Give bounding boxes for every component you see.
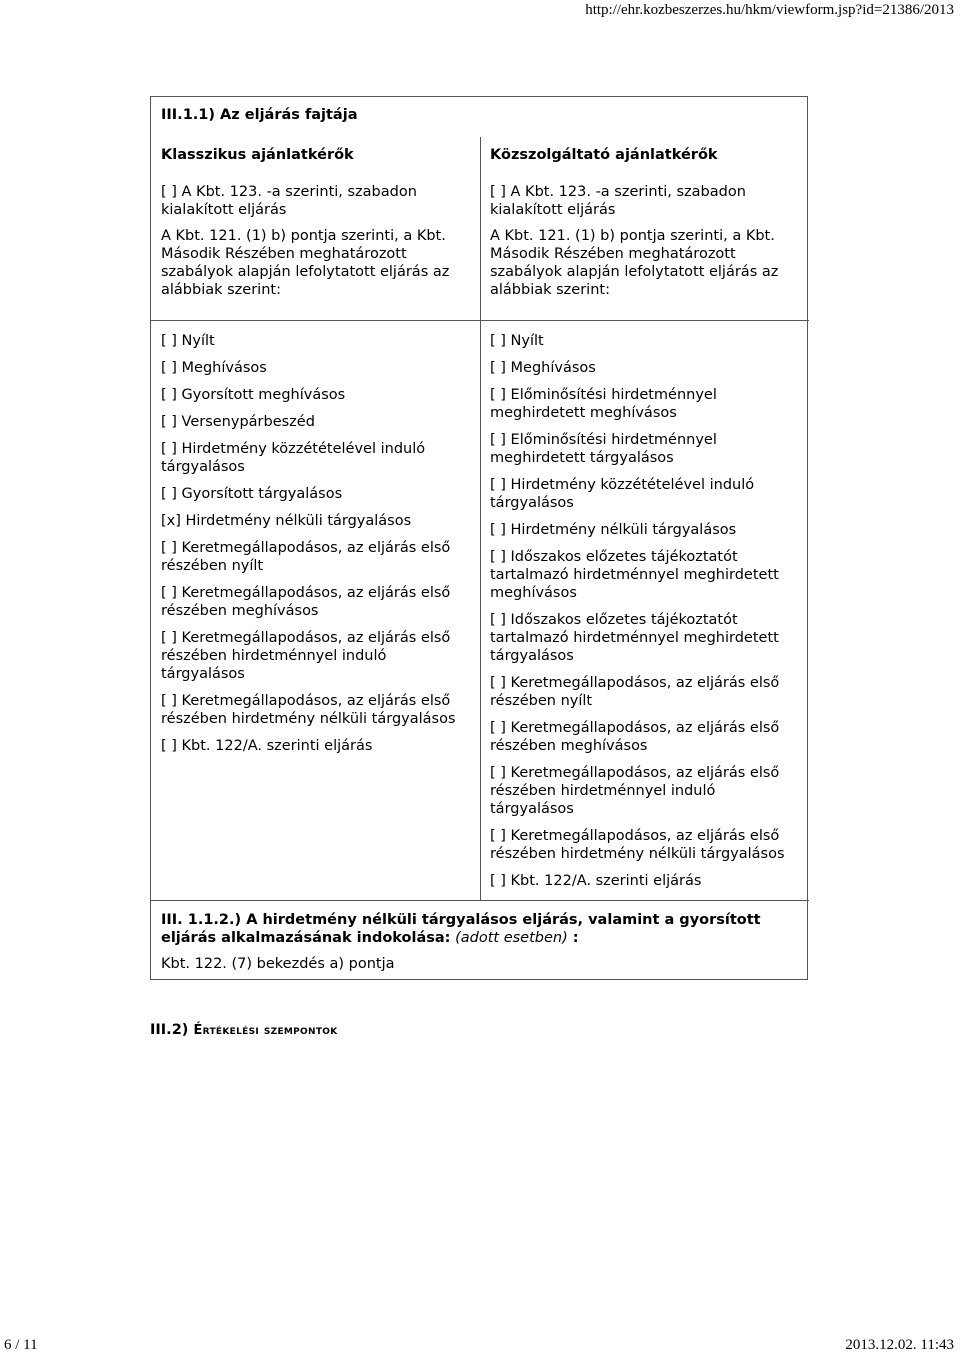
list-item: [ ] Előminősítési hirdetménnyel meghirdetett meghívásos	[490, 387, 717, 421]
left-intro-free-procedure: [ ] A Kbt. 123. -a szerinti, szabadon kialakított eljárás	[161, 184, 417, 218]
list-item: [ ] Nyílt	[490, 333, 544, 349]
list-item: [ ] Keretmegállapodásos, az eljárás első részében meghívásos	[161, 585, 451, 619]
list-item: [ ] Hirdetmény közzétételével induló tárgyalásos	[161, 441, 426, 475]
justification-block	[161, 911, 801, 973]
procedure-type-box	[150, 96, 808, 980]
list-item: [ ] Keretmegállapodásos, az eljárás első részében nyílt	[161, 540, 451, 574]
list-item: [ ] Kbt. 122/A. szerinti eljárás	[161, 738, 373, 754]
list-item: [ ] Nyílt	[161, 333, 215, 349]
list-item: [ ] Keretmegállapodásos, az eljárás első részében hirdetmény nélküli tárgyalásos	[490, 828, 785, 862]
list-item: [ ] Kbt. 122/A. szerinti eljárás	[490, 873, 702, 889]
next-section-title: Értékelési szempontok	[193, 1023, 338, 1038]
row-divider-bottom	[151, 900, 809, 901]
list-item: [ ] Keretmegállapodásos, az eljárás első részében hirdetmény nélküli tárgyalásos	[161, 693, 456, 727]
left-column-heading: Klasszikus ajánlatkérők	[161, 147, 354, 163]
right-intro-free-procedure: [ ] A Kbt. 123. -a szerinti, szabadon kialakított eljárás	[490, 184, 746, 218]
list-item: [ ] Időszakos előzetes tájékoztatót tartalmazó hirdetménnyel meghirdetett meghívásos	[490, 549, 779, 601]
justification-heading	[161, 911, 801, 947]
list-item: [ ] Meghívásos	[490, 360, 596, 376]
list-item: [ ] Időszakos előzetes tájékoztatót tartalmazó hirdetménnyel meghirdetett tárgyalásos	[490, 612, 779, 664]
right-procedure-list	[490, 332, 802, 899]
right-column-heading: Közszolgáltató ajánlatkérők	[490, 147, 718, 163]
left-intro-second-part: A Kbt. 121. (1) b) pontja szerinti, a Kbt. Második Részében meghatározott szabályok alapján lefolytatott eljárás az alábbiak szerint:	[161, 228, 450, 298]
next-section-number: III.2)	[150, 1022, 189, 1038]
right-intro	[490, 183, 800, 307]
justification-reference: Kbt. 122. (7) bekezdés a) pontja	[161, 956, 395, 972]
row-divider	[151, 320, 809, 321]
list-item: [x] Hirdetmény nélküli tárgyalásos	[161, 513, 412, 529]
list-item: [ ] Keretmegállapodásos, az eljárás első részében nyílt	[490, 675, 780, 709]
justification-colon: :	[567, 930, 579, 946]
list-item: [ ] Hirdetmény nélküli tárgyalásos	[490, 522, 737, 538]
list-item: [ ] Hirdetmény közzétételével induló tárgyalásos	[490, 477, 755, 511]
justification-title: III. 1.1.2.) A hirdetmény nélküli tárgyalásos eljárás, valamint a gyorsított eljárás alkalmazásának indokolása:	[161, 912, 761, 946]
list-item: [ ] Keretmegállapodásos, az eljárás első részében meghívásos	[490, 720, 780, 754]
right-intro-second-part: A Kbt. 121. (1) b) pontja szerinti, a Kbt. Második Részében meghatározott szabályok alapján lefolytatott eljárás az alábbiak szerint:	[490, 228, 779, 298]
print-datetime: 2013.12.02. 11:43	[845, 1337, 954, 1353]
list-item: [ ] Gyorsított tárgyalásos	[161, 486, 343, 502]
list-item: [ ] Keretmegállapodásos, az eljárás első részében hirdetménnyel induló tárgyalásos	[161, 630, 451, 682]
column-divider	[480, 137, 481, 901]
next-section-heading	[150, 1022, 338, 1038]
list-item: [ ] Meghívásos	[161, 360, 267, 376]
page-url: http://ehr.kozbeszerzes.hu/hkm/viewform.jsp?id=21386/2013	[585, 2, 954, 18]
left-procedure-list	[161, 332, 473, 764]
justification-note: (adott esetben)	[455, 930, 568, 946]
list-item: [ ] Keretmegállapodásos, az eljárás első részében hirdetménnyel induló tárgyalásos	[490, 765, 780, 817]
list-item: [ ] Előminősítési hirdetménnyel meghirdetett tárgyalásos	[490, 432, 717, 466]
list-item: [ ] Gyorsított meghívásos	[161, 387, 346, 403]
list-item: [ ] Versenypárbeszéd	[161, 414, 315, 430]
page-number: 6 / 11	[4, 1337, 38, 1353]
section-title: III.1.1) Az eljárás fajtája	[161, 107, 358, 123]
left-intro	[161, 183, 471, 307]
